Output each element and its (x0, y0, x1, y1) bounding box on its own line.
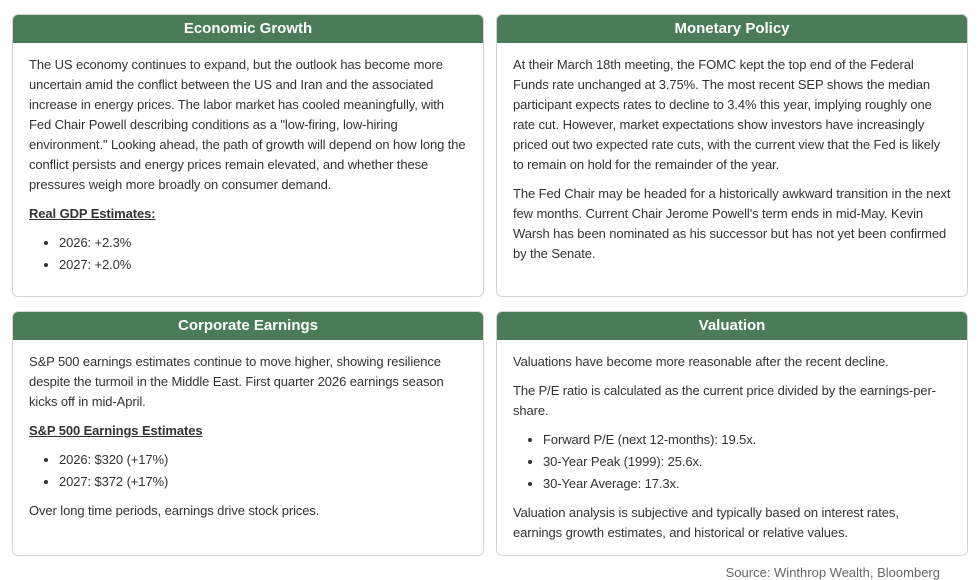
bullet-item: • 2026: +2.3% (59, 233, 467, 253)
card-title-monetary-policy: Monetary Policy (497, 15, 967, 43)
bullet-item: • Forward P/E (next 12-months): 19.5x. (543, 430, 951, 450)
paragraph: The P/E ratio is calculated as the current price divided by the earnings-per-share. (513, 383, 936, 418)
source-attribution: Source: Winthrop Wealth, Bloomberg (725, 565, 940, 580)
card-body-monetary-policy (497, 43, 967, 276)
card-body-economic-growth (13, 43, 483, 296)
bullet-item: • 2026: $320 (+17%) (59, 450, 467, 470)
card-valuation (496, 311, 968, 556)
card-corporate-earnings (12, 311, 484, 556)
paragraph: Over long time periods, earnings drive stock prices. (29, 503, 320, 518)
card-economic-growth (12, 14, 484, 297)
bullet-item: • 30-Year Average: 17.3x. (543, 474, 951, 494)
card-body-valuation (497, 340, 967, 555)
bullet-list (29, 233, 467, 275)
card-grid (12, 14, 968, 556)
paragraph: At their March 18th meeting, the FOMC kept the top end of the Federal Funds rate unchanged at 3.75%. The most recent SEP shows the median participant expects rates to decline to 3.4% this year, implying roughly one rate cut. However, market expectations show investors have increasingly priced out two expected rate cuts, with the current view that the Fed is likely to remain on hold for the remainder of the year. (513, 57, 941, 172)
card-body-corporate-earnings (13, 340, 483, 533)
paragraph: Valuations have become more reasonable after the recent decline. (513, 354, 889, 369)
paragraph: The Fed Chair may be headed for a historically awkward transition in the next few months. Current Chair Jerome Powell's term ends in mid-May. Kevin Warsh has been nominated as his successor but has not yet been confirmed by the Senate. (513, 186, 951, 261)
card-monetary-policy (496, 14, 968, 297)
card-title-valuation: Valuation (497, 312, 967, 340)
bullet-item: • 2027: $372 (+17%) (59, 472, 467, 492)
paragraph: The US economy continues to expand, but the outlook has become more uncertain amid the conflict between the US and Iran and the associated increase in energy prices. The labor market has cooled meaningfully, with Fed Chair Powell describing conditions as a "low-firing, low-hiring environment." Looking ahead, the path of growth will depend on how long the conflict persists and energy prices remain elevated, and whether these pressures weigh more broadly on consumer demand. (29, 57, 466, 192)
bullet-list (513, 430, 951, 494)
bullet-list (29, 450, 467, 492)
bullet-item: • 30-Year Peak (1999): 25.6x. (543, 452, 951, 472)
card-title-economic-growth: Economic Growth (13, 15, 483, 43)
subheading-sp500-earnings: S&P 500 Earnings Estimates (29, 423, 203, 438)
paragraph: S&P 500 earnings estimates continue to move higher, showing resilience despite the turmoil in the Middle East. First quarter 2026 earnings season kicks off in mid-April. (29, 354, 444, 409)
card-title-corporate-earnings: Corporate Earnings (13, 312, 483, 340)
subheading-real-gdp: Real GDP Estimates: (29, 206, 156, 221)
paragraph: Valuation analysis is subjective and typically based on interest rates, earnings growth estimates, and historical or relative values. (513, 505, 899, 540)
bullet-item: • 2027: +2.0% (59, 255, 467, 275)
